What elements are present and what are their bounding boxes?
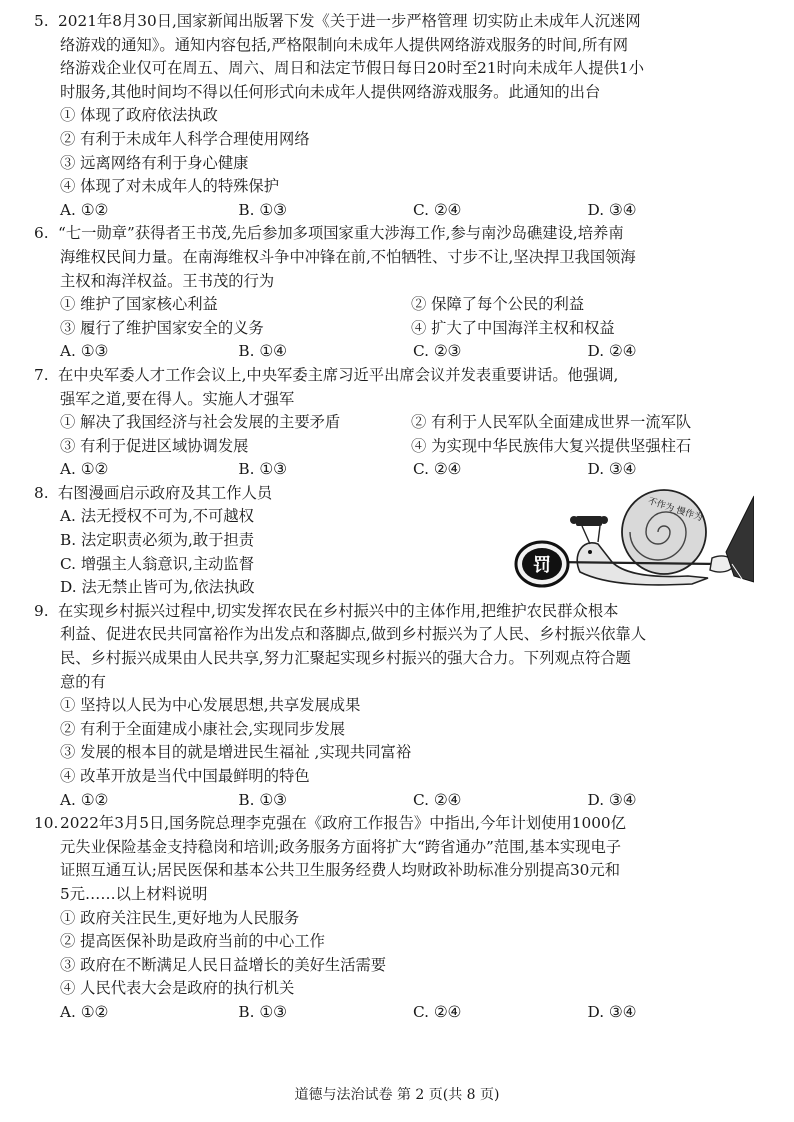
- choice-d: D. ②④: [587, 342, 637, 361]
- question-6-statement-4: ④ 扩大了中国海洋主权和权益: [411, 318, 615, 337]
- shell-label: 不作为 慢作为: [646, 496, 704, 524]
- choice-c: C. ②④: [412, 460, 462, 479]
- question-7: [34, 364, 762, 482]
- question-5-stem-line-3: 络游戏企业仅可在周五、周六、周日和法定节假日每日20时至21时向未成年人提供1小: [60, 59, 645, 78]
- question-5-stem-line-4: 时服务,其他时间均不得以任何形式向未成年人提供网络游戏服务。此通知的出台: [60, 82, 601, 101]
- question-10-statement-4: ④ 人民代表大会是政府的执行机关: [60, 979, 295, 998]
- choice-a: A. ①②: [60, 200, 109, 219]
- question-9: [34, 600, 762, 812]
- question-7-statement-2: ② 有利于人民军队全面建成世界一流军队: [411, 413, 692, 432]
- question-9-stem-line-3: 民、乡村振兴成果由人民共享,努力汇聚起实现乡村振兴的强大合力。下列观点符合题: [60, 649, 631, 668]
- choice-a: A. ①②: [60, 460, 109, 479]
- question-5-statement-1: ① 体现了政府依法执政: [60, 106, 218, 125]
- question-5-number: 5.: [34, 12, 49, 30]
- question-6-statement-2: ② 保障了每个公民的利益: [411, 295, 585, 314]
- question-7-statement-3: ③ 有利于促进区域协调发展: [60, 436, 249, 455]
- question-9-statement-1: ① 坚持以人民为中心发展思想,共享发展成果: [60, 696, 361, 715]
- choice-b: B. ①④: [238, 342, 287, 361]
- page-footer: 道德与法治试卷 第 2 页(共 8 页): [294, 1087, 500, 1103]
- question-7-choices: [34, 458, 762, 482]
- choice-d: D. ③④: [587, 1002, 637, 1021]
- question-5-stem-line-2: 络游戏的通知》。通知内容包括,严格限制向未成年人提供网络游戏服务的时间,所有网: [60, 35, 629, 54]
- question-5-choices: [34, 199, 762, 223]
- question-10-stem-line-4: 5元……以上材料说明: [60, 884, 208, 903]
- question-5-statement-3: ③ 远离网络有利于身心健康: [60, 153, 249, 172]
- question-8-choice-d: D. 法无禁止皆可为,依法执政: [60, 578, 255, 597]
- question-8-choice-b: B. 法定职责必须为,敢于担责: [60, 531, 255, 550]
- question-10: [34, 812, 762, 1024]
- question-10-stem-line-3: 证照互通互认;居民医保和基本公共卫生服务经费人均财政补助标准分别提高30元和: [60, 861, 621, 880]
- choice-b: B. ①③: [238, 790, 287, 809]
- choice-b: B. ①③: [238, 200, 287, 219]
- choice-b: B. ①③: [238, 1002, 287, 1021]
- question-5-statement-2: ② 有利于未成年人科学合理使用网络: [60, 129, 310, 148]
- choice-c: C. ②④: [412, 1002, 462, 1021]
- question-6-number: 6.: [34, 224, 49, 243]
- question-10-statement-2: ② 提高医保补助是政府当前的中心工作: [60, 932, 325, 951]
- question-10-statement-3: ③ 政府在不断满足人民日益增长的美好生活需要: [60, 955, 387, 974]
- question-6-statements-row-1: [34, 293, 762, 317]
- question-10-statement-1: ① 政府关注民生,更好地为人民服务: [60, 908, 300, 927]
- question-9-statement-4: ④ 改革开放是当代中国最鲜明的特色: [60, 767, 310, 785]
- choice-a: A. ①②: [60, 1002, 109, 1021]
- question-8-choice-a: A. 法无授权不可为,不可越权: [60, 507, 254, 526]
- question-list: [34, 10, 762, 1025]
- choice-d: D. ③④: [587, 790, 637, 809]
- question-10-stem-line-1: 10. 2022年3月5日,国务院总理李克强在《政府工作报告》中指出,今年计划使用1000亿: [34, 812, 762, 836]
- question-10-choices: [34, 1001, 762, 1025]
- question-9-choices: [34, 789, 762, 813]
- question-9-stem-line-4: 意的有: [60, 672, 106, 691]
- question-7-statements-row-1: [34, 411, 762, 435]
- choice-d: D. ③④: [587, 460, 637, 479]
- question-5-stem-line-1: 5. 2021年8月30日,国家新闻出版署下发《关于进一步严格管理 切实防止未成年人沉迷网: [34, 10, 762, 34]
- question-5-statement-4: ④ 体现了对未成年人的特殊保护: [60, 177, 280, 196]
- choice-c: C. ②③: [412, 342, 462, 361]
- question-6-stem-line-3: 主权和海洋权益。王书茂的行为: [60, 271, 275, 290]
- question-9-statement-3: ③ 发展的根本目的就是增进民生福祉 ,实现共同富裕: [60, 743, 412, 762]
- question-8-stem-line-1: 8. 右图漫画启示政府及其工作人员: [34, 482, 762, 506]
- question-10-stem-line-2: 元失业保险基金支持稳岗和培训;政务服务方面将扩大“跨省通办”范围,基本实现电子: [60, 837, 622, 856]
- question-7-statement-4: ④ 为实现中华民族伟大复兴提供坚强柱石: [411, 436, 692, 455]
- question-9-number: 9.: [34, 601, 49, 620]
- question-7-number: 7.: [34, 365, 49, 384]
- penalty-sign-label: 罚: [533, 554, 551, 576]
- official-hat-icon: [576, 516, 602, 526]
- question-6-statement-3: ③ 履行了维护国家安全的义务: [60, 318, 264, 337]
- choice-d: D. ③④: [587, 200, 637, 219]
- question-10-number: 10.: [34, 814, 59, 833]
- question-5: [34, 10, 762, 222]
- question-7-statement-1: ① 解决了我国经济与社会发展的主要矛盾: [60, 413, 341, 432]
- question-6-stem-line-1: 6. “七一勋章”获得者王书茂,先后参加多项国家重大涉海工作,参与南沙岛礁建设,培养南: [34, 222, 762, 246]
- question-9-stem-line-1: 9. 在实现乡村振兴过程中,切实发挥农民在乡村振兴中的主体作用,把维护农民群众根本: [34, 600, 762, 624]
- question-6-statement-1: ① 维护了国家核心利益: [60, 295, 218, 314]
- question-6-choices: [34, 340, 762, 364]
- question-8: [34, 482, 762, 600]
- question-6-statements-row-2: [34, 317, 762, 341]
- choice-b: B. ①③: [238, 460, 287, 479]
- question-6: [34, 222, 762, 364]
- question-8-number: 8.: [34, 483, 49, 502]
- choice-c: C. ②④: [412, 790, 462, 809]
- choice-c: C. ②④: [412, 200, 462, 219]
- question-6-stem-line-2: 海维权民间力量。在南海维权斗争中冲锋在前,不怕牺牲、寸步不让,坚决捍卫我国领海: [60, 247, 636, 266]
- snail-antenna: [582, 526, 600, 544]
- question-8-choice-c: C. 增强主人翁意识,主动监督: [60, 554, 255, 573]
- snail-eye: [588, 550, 592, 554]
- question-7-stem-line-2: 强军之道,要在得人。实施人才强军: [60, 389, 295, 408]
- question-7-statements-row-2: [34, 435, 762, 459]
- question-9-statement-2: ② 有利于全面建成小康社会,实现同步发展: [60, 719, 346, 738]
- question-9-stem-line-2: 利益、促进农民共同富裕作为出发点和落脚点,做到乡村振兴为了人民、乡村振兴依靠人: [60, 625, 647, 644]
- choice-a: A. ①②: [60, 790, 109, 809]
- snail-cartoon-illustration: [512, 486, 754, 592]
- choice-a: A. ①③: [60, 342, 109, 361]
- question-7-stem-line-1: 7. 在中央军委人才工作会议上,中央军委主席习近平出席会议并发表重要讲话。他强调,: [34, 364, 762, 388]
